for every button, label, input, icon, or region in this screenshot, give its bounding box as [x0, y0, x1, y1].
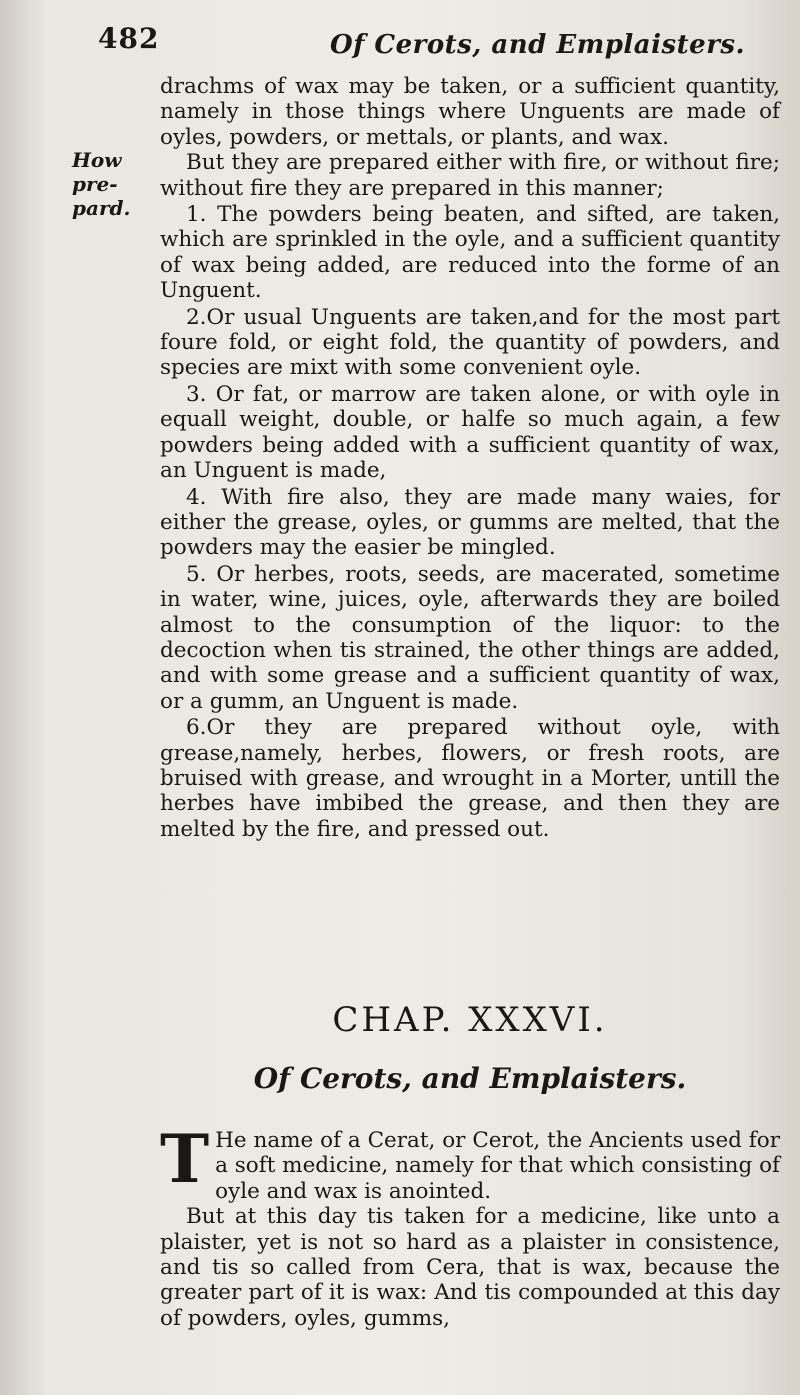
paragraph-cerat-definition-text: He name of a Cerat, or Cerot, the Ancients used for a soft medicine, namely for that which consisting of oyle and wax is anointed.: [215, 1128, 781, 1204]
paragraph-method-4: 4. With fire also, they are made many waies, for either the grease, oyles, or gumms are melted, that the powders may the easier be mingled.: [160, 484, 780, 561]
paragraph-method-6: 6.Or they are prepared without oyle, with grease,namely, herbes, flowers, or fresh roots, are bruised with grease, and wrought in a Morter, untill the herbes have imbibed the grease, and then they are melted by the fire, and pressed out.: [160, 715, 780, 842]
paragraph-method-2: 2.Or usual Unguents are taken,and for the most part foure fold, or eight fold, the quantity of powders, and species are mixt with some convenient oyle.: [160, 304, 780, 381]
paragraph-method-3: 3. Or fat, or marrow are taken alone, or with oyle in equall weight, double, or halfe so much again, a few powders being added with a sufficient quantity of wax, an Unguent is made,: [160, 381, 780, 484]
chapter-subtitle: Of Cerots, and Emplaisters.: [253, 1062, 687, 1095]
paragraph-method-5: 5. Or herbes, roots, seeds, are macerated, sometime in water, wine, juices, oyle, afterwards they are boiled almost to the consumption of the liquor: to the decoction when tis strained, the other things are added, and with some grease and a sufficient quantity of wax, or a gumm, an Unguent is made.: [160, 561, 780, 714]
paragraph-continuation: drachms of wax may be taken, or a sufficient quantity, namely in those things where Unguents are made of oyles, powders, or mettals, or plants, and wax.: [160, 74, 780, 150]
chapter-title: CHAP. XXXVI.: [332, 1000, 608, 1040]
upper-body-text: [160, 74, 780, 842]
paragraph-method-1: 1. The powders being beaten, and sifted, are taken, which are sprinkled in the oyle, and a sufficient quantity of wax being added, are reduced into the forme of an Unguent.: [160, 202, 780, 304]
margin-note: How pre-pard.: [72, 148, 131, 220]
paragraph-preparation-intro: But they are prepared either with fire, or without fire; without fire they are prepared in this manner;: [160, 150, 780, 201]
page-number: 482: [98, 22, 160, 55]
lower-body-text: [160, 1120, 781, 1331]
page-header: [0, 18, 800, 68]
drop-cap: T: [160, 1120, 210, 1198]
paragraph-cerat-modern: But at this day tis taken for a medicine, like unto a plaister, yet is not so hard as a plaister in consistence, and tis so called from Cera, that is wax, because the greater part of it is wax: And tis compounded at this day of powders, oyles, gumms,: [160, 1204, 780, 1331]
paragraph-cerat-definition: [160, 1120, 781, 1204]
running-head: Of Cerots, and Emplaisters.: [330, 30, 746, 60]
